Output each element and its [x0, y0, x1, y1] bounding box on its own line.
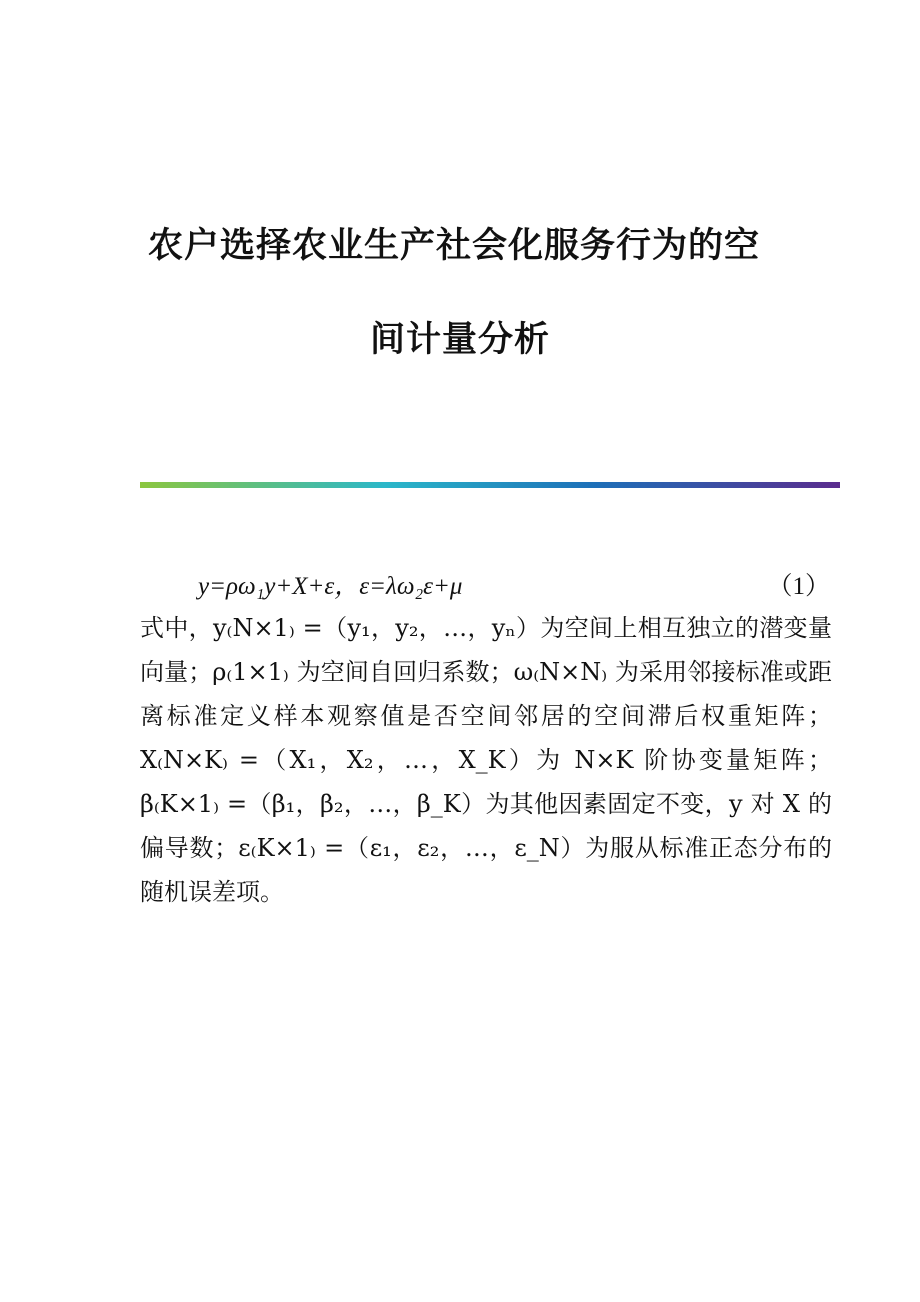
- body-paragraph: 式中，y₍N×1₎ =（y₁，y₂，…，yₙ）为空间上相互独立的潜变量向量；ρ₍1×1₎ 为空间自回归系数；ω₍N×N₎ 为采用邻接标准或距离标准定义样本观察值是否空间邻居的空间滞后权重矩阵；X₍N×K₎ =（X₁，X₂，…，X_K）为 N×K 阶协变量矩阵；β₍K×1₎ =（β₁，β₂，…，β_K）为其他因素固定不变，y 对 X 的偏导数；ε₍K×1₎ =（ε₁，ε₂，…，ε_N）为服从标准正态分布的随机误差项。: [140, 614, 832, 906]
- equation: y=ρω₁y+X+ε，ε=λω₂ε+μ: [198, 573, 463, 600]
- equation-row: [140, 566, 830, 602]
- gradient-divider: [140, 482, 840, 488]
- document-title-line-2: 间计量分析: [369, 320, 550, 360]
- document-title-line-1: 农户选择农业生产社会化服务行为的空: [147, 226, 760, 266]
- equation-number: （1）: [767, 573, 830, 600]
